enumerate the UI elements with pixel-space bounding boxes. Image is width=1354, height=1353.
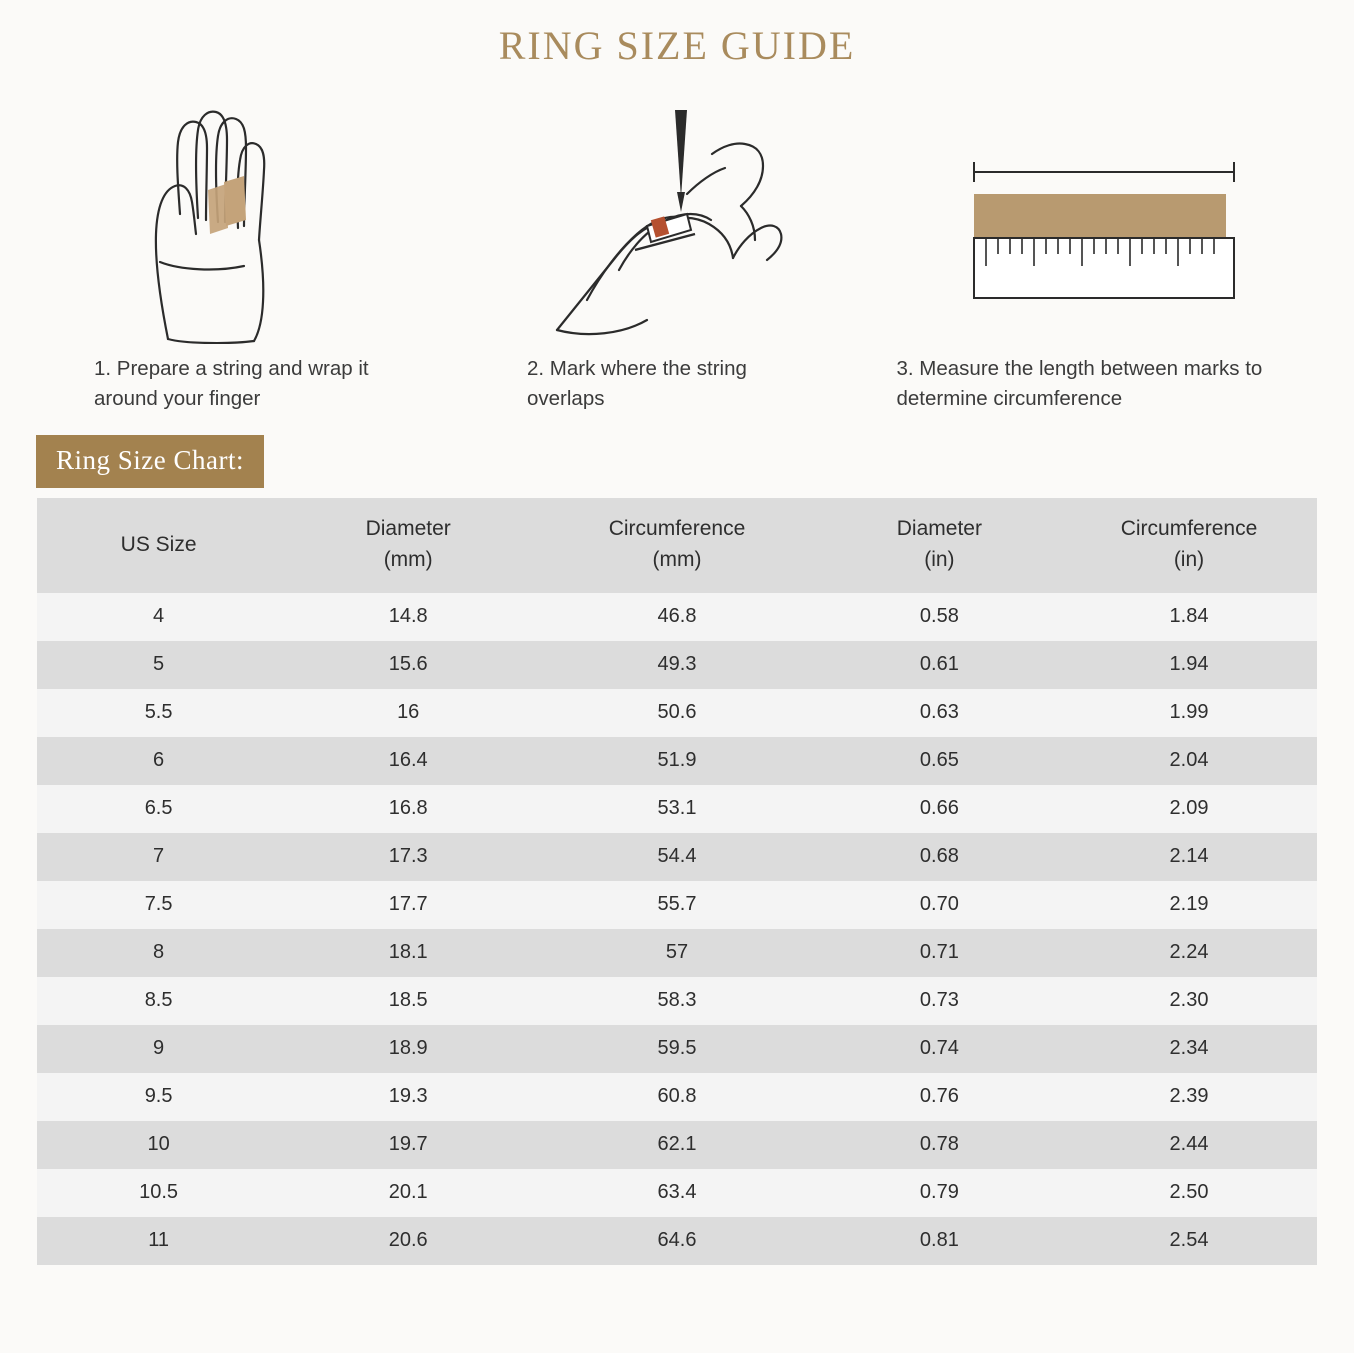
hand-with-pen-marking-icon [527,91,827,346]
table-row [37,641,1317,689]
table-cell: 2.39 [1061,1073,1317,1121]
table-cell: 0.61 [818,641,1061,689]
chart-label-wrap [0,413,1354,488]
table-cell: 2.09 [1061,785,1317,833]
table-cell: 18.9 [280,1025,536,1073]
table-row [37,1073,1317,1121]
hand-with-string-icon [120,91,380,346]
column-header-line2: (mm) [652,547,702,571]
step-3 [896,91,1294,413]
table-cell: 16 [280,689,536,737]
column-header-line1: Diameter [365,517,451,541]
table-row [37,1217,1317,1265]
step-1 [60,91,440,413]
table-cell: 10.5 [37,1169,280,1217]
column-header-line2: (mm) [383,547,433,571]
column-header-line1: Diameter [896,517,982,541]
table-cell: 5 [37,641,280,689]
table-row [37,977,1317,1025]
step-3-caption: 3. Measure the length between marks to determine circumference [896,357,1263,410]
table-cell: 6 [37,737,280,785]
ring-size-table [37,498,1317,1265]
page-title: RING SIZE GUIDE [498,23,856,68]
table-cell: 54.4 [536,833,818,881]
table-cell: 16.4 [280,737,536,785]
table-cell: 17.3 [280,833,536,881]
ring-size-chart-label: Ring Size Chart: [36,435,264,488]
column-header-circumference-mm [536,498,818,593]
table-cell: 2.44 [1061,1121,1317,1169]
table-row [37,737,1317,785]
table-cell: 0.65 [818,737,1061,785]
column-header-circumference-in [1061,498,1317,593]
table-cell: 9.5 [37,1073,280,1121]
table-cell: 2.19 [1061,881,1317,929]
table-row [37,1121,1317,1169]
column-header-line2: (in) [924,547,955,571]
table-cell: 20.1 [280,1169,536,1217]
table-cell: 53.1 [536,785,818,833]
column-header-us-size [37,498,280,593]
step-2-caption: 2. Mark where the string overlaps [527,357,747,410]
table-cell: 4 [37,593,280,641]
table-cell: 8 [37,929,280,977]
table-cell: 51.9 [536,737,818,785]
table-cell: 16.8 [280,785,536,833]
table-cell: 55.7 [536,881,818,929]
table-cell: 2.30 [1061,977,1317,1025]
step-1-caption: 1. Prepare a string and wrap it around your finger [94,357,369,410]
table-header-row [37,498,1317,593]
column-header-line2: (in) [1173,547,1205,571]
table-cell: 2.14 [1061,833,1317,881]
table-cell: 1.99 [1061,689,1317,737]
table-cell: 6.5 [37,785,280,833]
table-row [37,785,1317,833]
table-cell: 8.5 [37,977,280,1025]
table-cell: 64.6 [536,1217,818,1265]
table-cell: 46.8 [536,593,818,641]
table-cell: 0.74 [818,1025,1061,1073]
table-row [37,1169,1317,1217]
table-cell: 2.50 [1061,1169,1317,1217]
table-cell: 0.71 [818,929,1061,977]
table-cell: 0.70 [818,881,1061,929]
table-row [37,929,1317,977]
table-row [37,593,1317,641]
table-cell: 5.5 [37,689,280,737]
table-cell: 0.76 [818,1073,1061,1121]
table-cell: 20.6 [280,1217,536,1265]
table-cell: 1.84 [1061,593,1317,641]
table-cell: 2.54 [1061,1217,1317,1265]
table-cell: 0.81 [818,1217,1061,1265]
table-cell: 0.66 [818,785,1061,833]
column-header-diameter-mm [280,498,536,593]
table-cell: 0.79 [818,1169,1061,1217]
table-cell: 19.7 [280,1121,536,1169]
column-header-line1: Circumference [608,517,746,541]
table-cell: 63.4 [536,1169,818,1217]
table-row [37,881,1317,929]
table-row [37,833,1317,881]
table-cell: 2.04 [1061,737,1317,785]
table-cell: 60.8 [536,1073,818,1121]
ruler-measuring-string-icon [954,91,1254,346]
table-cell: 7.5 [37,881,280,929]
table-cell: 7 [37,833,280,881]
table-cell: 59.5 [536,1025,818,1073]
table-cell: 0.78 [818,1121,1061,1169]
table-cell: 18.1 [280,929,536,977]
table-cell: 15.6 [280,641,536,689]
step-2 [487,91,867,413]
table-cell: 17.7 [280,881,536,929]
table-cell: 57 [536,929,818,977]
table-cell: 58.3 [536,977,818,1025]
column-header-line1: Circumference [1120,517,1258,541]
table-row [37,689,1317,737]
table-cell: 2.24 [1061,929,1317,977]
steps-section [0,73,1354,413]
table-cell: 18.5 [280,977,536,1025]
table-cell: 1.94 [1061,641,1317,689]
table-cell: 50.6 [536,689,818,737]
table-cell: 14.8 [280,593,536,641]
table-cell: 10 [37,1121,280,1169]
table-cell: 0.68 [818,833,1061,881]
table-cell: 62.1 [536,1121,818,1169]
table-cell: 0.58 [818,593,1061,641]
column-header-line1: US Size [120,532,197,556]
column-header-diameter-in [818,498,1061,593]
table-cell: 49.3 [536,641,818,689]
table-cell: 9 [37,1025,280,1073]
table-cell: 0.73 [818,977,1061,1025]
table-cell: 0.63 [818,689,1061,737]
table-row [37,1025,1317,1073]
table-cell: 19.3 [280,1073,536,1121]
table-cell: 11 [37,1217,280,1265]
table-cell: 2.34 [1061,1025,1317,1073]
